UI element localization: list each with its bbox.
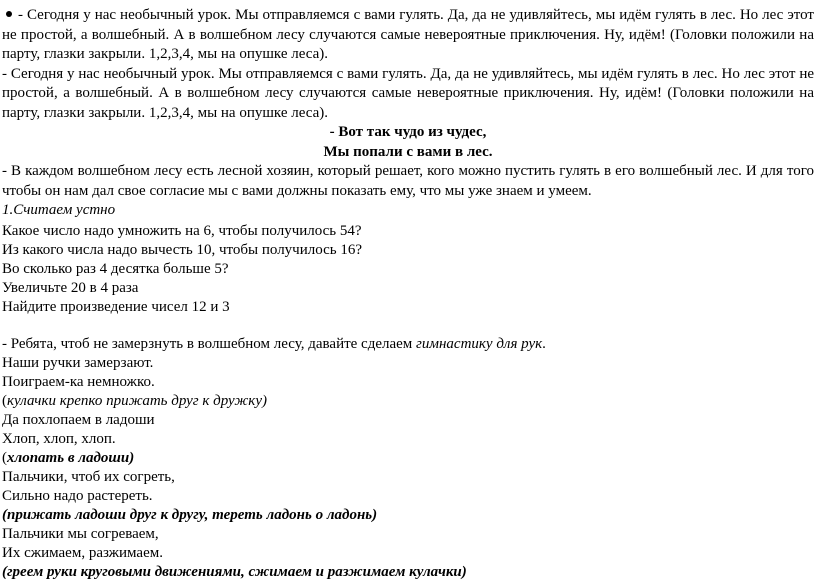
poem-line-12: (греем руки круговыми движениями, сжимаем и разжимаем кулачки) — [2, 564, 467, 580]
question-1: Какое число надо умножить на 6, чтобы получилось 54? — [2, 223, 362, 239]
gymnastics-intro-prefix: - Ребята, чтоб не замерзнуть в волшебном лесу, давайте сделаем — [2, 336, 417, 352]
question-5: Найдите произведение чисел 12 и 3 — [2, 299, 230, 315]
poem-line-10: Пальчики мы согреваем, — [2, 526, 159, 542]
question-3: Во сколько раз 4 десятка больше 5? — [2, 261, 229, 277]
poem-line-4: Да похлопаем в ладоши — [2, 412, 155, 428]
poem-line-11: Их сжимаем, разжимаем. — [2, 545, 163, 561]
heading-line-2: Мы попали с вами в лес. — [323, 143, 493, 160]
poem-line-3-text: кулачки крепко прижать друг к дружку) — [7, 393, 267, 409]
poem-line-6 — [2, 449, 814, 468]
gymnastics-intro — [2, 335, 814, 354]
poem-line-2: Поиграем-ка немножко. — [2, 374, 155, 390]
intro-paragraph-2 — [2, 65, 814, 124]
question-4: Увеличьте 20 в 4 раза — [2, 280, 139, 296]
intro-paragraph-1-text: - Сегодня у нас необычный урок. Мы отправляемся с вами гулять. Да, да не удивляйтесь, мы идём гулять в лес. Но лес этот не простой, а волшебный. А в волшебном лесу случаются самые невероятные приключения. Ну, идём! (Головки положили на парту, глазки закрыли. 1,2,3,4, мы на опушке леса). — [2, 7, 814, 62]
spacer — [2, 317, 814, 335]
gymnastics-intro-suffix: . — [542, 336, 546, 352]
poem-line-5: Хлоп, хлоп, хлоп. — [2, 431, 116, 447]
bullet-icon — [6, 11, 12, 17]
section-title: 1.Считаем устно — [2, 202, 116, 218]
poem-line-6-paren: ( — [2, 450, 7, 466]
poem-line-3-paren: ( — [2, 393, 7, 409]
question-2: Из какого числа надо вычесть 10, чтобы получилось 16? — [2, 242, 363, 258]
poem-line-6-text: хлопать в ладоши) — [7, 450, 135, 466]
intro-paragraph-2-text: - Сегодня у нас необычный урок. Мы отправляемся с вами гулять. Да, да не удивляйтесь, мы идём гулять в лес. Но лес этот не простой, а волшебный. А в волшебном лесу случаются самые невероятные приключения. Ну, идём! (Головки положили на парту, глазки закрыли. 1,2,3,4, мы на опушке леса). — [2, 65, 814, 121]
poem-line-1: Наши ручки замерзают. — [2, 355, 154, 371]
poem-line-3 — [2, 392, 814, 411]
document-body — [2, 6, 814, 582]
poem-line-7: Пальчики, чтоб их согреть, — [2, 469, 175, 485]
forest-paragraph: - В каждом волшебном лесу есть лесной хозяин, который решает, кого можно пустить гулять в его волшебный лес. И для того чтобы он нам дал свое согласие мы с вами должны показать ему, что мы уже знаем и умеем. — [2, 163, 814, 199]
intro-paragraph-1 — [2, 6, 814, 65]
poem-line-9: (прижать ладоши друг к другу, тереть ладонь о ладонь) — [2, 507, 378, 523]
heading-line-1: - Вот так чудо из чудес, — [329, 124, 487, 140]
gymnastics-emphasis: гимнастику для рук — [416, 336, 543, 352]
poem-line-8: Сильно надо растереть. — [2, 488, 153, 504]
